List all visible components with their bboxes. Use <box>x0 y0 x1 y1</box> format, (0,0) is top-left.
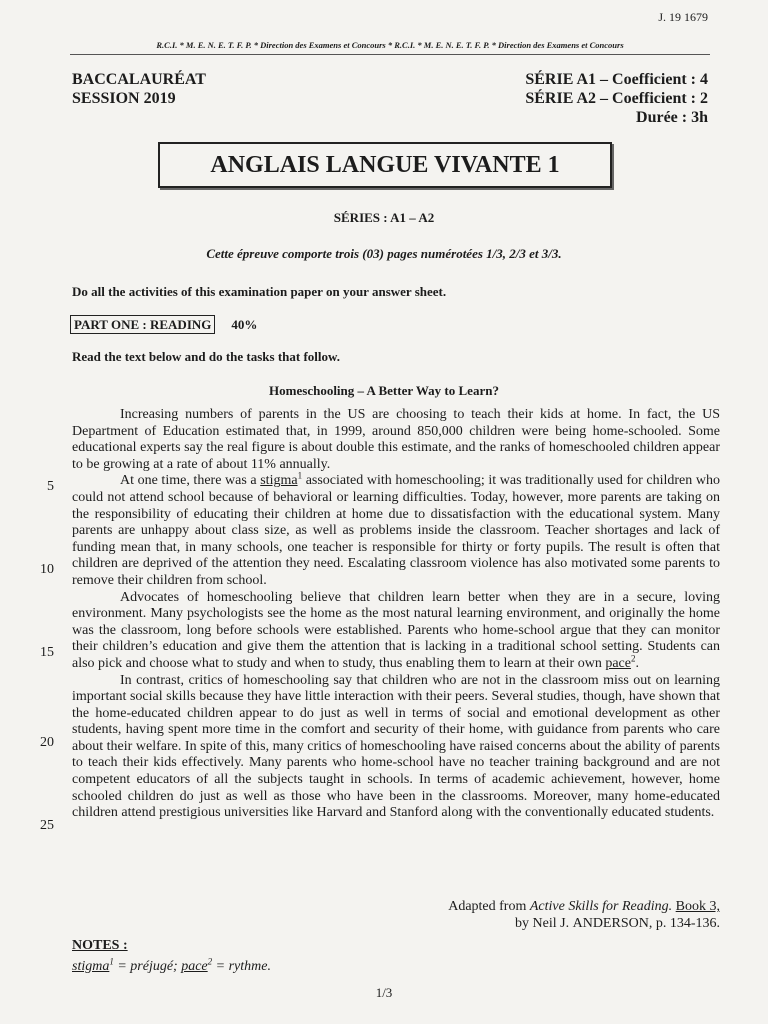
exam-name: BACCALAURÉAT <box>72 71 206 88</box>
line-number: 20 <box>40 735 54 750</box>
serie-a1: SÉRIE A1 – Coefficient : 4 <box>525 71 708 88</box>
page-number: 1/3 <box>375 985 393 1000</box>
text-title: Homeschooling – A Better Way to Learn? <box>269 383 499 398</box>
author-name: ANDERSON <box>572 916 649 931</box>
pages-note: Cette épreuve comporte trois (03) pages numérotées 1/3, 2/3 et 3/3. <box>206 246 562 261</box>
line-number: 10 <box>40 562 54 577</box>
header-strip: R.C.I. * M. E. N. E. T. F. P. * Direction des Examens et Concours * R.C.I. * M. E. N. E. T. F. P. * Direction des Examens et Concours <box>70 40 710 55</box>
serie-info <box>525 70 708 127</box>
line-number: 15 <box>40 645 54 660</box>
part-percent: 40% <box>231 317 258 332</box>
duration: Durée : 3h <box>636 109 708 126</box>
pace-word: pace <box>605 655 631 671</box>
paragraph-2: At one time, there was a stigma$^1$ associated with homeschooling; it was traditionally used for children who could not attend school because of behavioral or learning difficulties. Today, however, more parents are taking on the responsibility of educating their children at home due to dissatisfaction with the educational system. Many parents are unhappy about class size, as well as problems inside the classroom. Teacher shortages and lack of funding mean that, in many schools, one teacher is responsible for thirty or forty pupils. The result is often that children are deprived of the attention they need. Escalating classroom violence has also motivated some parents to remove their children from school. <box>72 470 720 588</box>
serie-a2: SÉRIE A2 – Coefficient : 2 <box>525 90 708 107</box>
general-instruction: Do all the activities of this examination paper on your answer sheet. <box>72 284 447 299</box>
read-instruction: Read the text below and do the tasks that follow. <box>72 349 340 364</box>
notes-content: stigma$^1$ = préjugé; pace$^2$ = rythme. <box>72 956 271 974</box>
line-number: 5 <box>47 479 54 494</box>
line-number: 25 <box>40 818 54 833</box>
reading-passage <box>72 407 720 822</box>
subject-title: ANGLAIS LANGUE VIVANTE 1 <box>158 142 612 188</box>
series-line: SÉRIES : A1 – A2 <box>333 210 435 225</box>
notes-title: NOTES : <box>72 938 128 953</box>
paragraph-3: Advocates of homeschooling believe that children learn better when they are in a secure, loving environment. Many psychologists see the home as the most natural learning environment, and originally the home was the classroom, long before schools were established. Parents who home-school argue that they can monitor their children’s education and give them the attention that is lacking in a traditional school setting. Students can also pick and choose what to study and when to study, thus enabling them to learn at their own pace$^2$. <box>72 589 720 671</box>
stigma-word: stigma <box>260 473 298 489</box>
exam-info <box>72 70 206 108</box>
part-heading <box>70 317 257 333</box>
book-number: Book 3, <box>675 899 720 914</box>
source-citation: Adapted from Active Skills for Reading. Book 3, by Neil J. ANDERSON, p. 134-136. <box>448 899 720 931</box>
exam-session: SESSION 2019 <box>72 90 176 107</box>
part-label: PART ONE : READING <box>70 315 215 334</box>
paragraph-4: In contrast, critics of homeschooling say that children who are not in the classroom miss out on learning important social skills because they have little interaction with their peers. Several studies, though, have shown that the home-educated children appear to do just as well in terms of social and emotional development as other students, having spent more time in the comfort and security of their home, with guidance from parents who care about their welfare. In spite of this, many critics of homeschooling have raised concerns about the ability of parents to teach their kids effectively. Many parents who home-school have no teacher training background and are not competent educators of all the subjects taught in schools. In terms of academic achievement, however, home schooled children do just as well as those who have been in the classrooms. Moreover, many home-educated children attend prestigious universities like Harvard and Stanford along with the conventionally educated students. <box>72 672 720 821</box>
document-reference: J. 19 1679 <box>658 10 708 24</box>
book-title: Active Skills for Reading. <box>529 899 673 914</box>
paragraph-1: Increasing numbers of parents in the US are choosing to teach their kids at home. In fact, the US Department of Education estimated that, in 1999, around 850,000 children were being home-schooled. Some educational experts say the real figure is about double this estimate, and the ranks of homeschooled children appear to be growing at a rate of about 11% annually. <box>72 407 720 472</box>
